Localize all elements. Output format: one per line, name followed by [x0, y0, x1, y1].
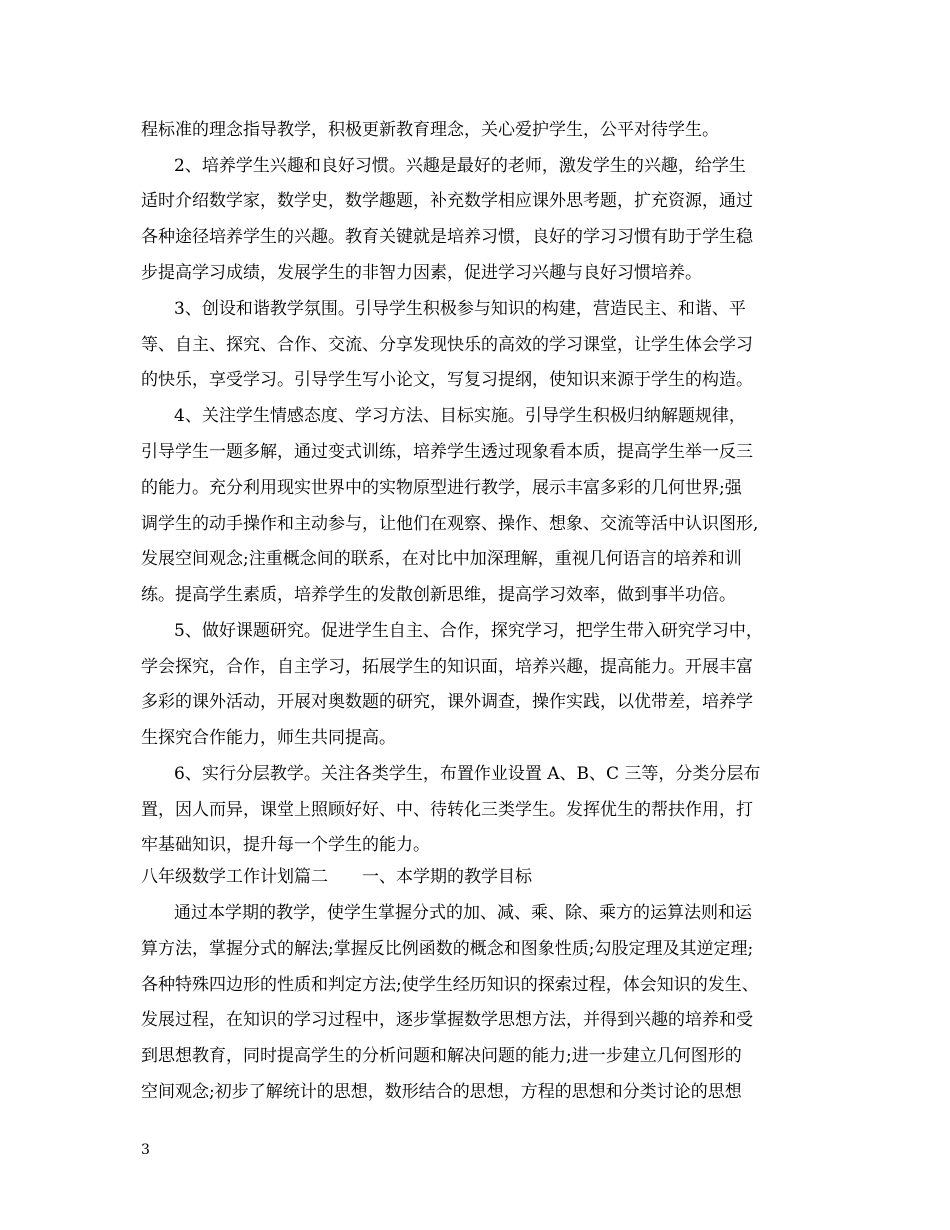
body-text-line: 调学生的动手操作和主动参与，让他们在观察、操作、想象、交流等活中认识图形,	[141, 514, 759, 534]
body-text-line: 算方法，掌握分式的解法;掌握反比例函数的概念和图象性质;勾股定理及其逆定理;	[141, 939, 754, 959]
body-text-line: 发展过程，在知识的学习过程中，逐步掌握数学思想方法，并得到兴趣的培养和受	[141, 1010, 753, 1030]
body-text-line: 各种途径培养学生的兴趣。教育关键就是培养习惯，良好的学习习惯有助于学生稳	[141, 227, 753, 247]
body-text-line: 发展空间观念;注重概念间的联系，在对比中加深理解，重视几何语言的培养和训	[141, 549, 742, 569]
body-text-line: 等、自主、探究、合作、交流、分享发现快乐的高效的学习课堂，让学生体会学习	[141, 335, 753, 355]
body-text-line: 练。提高学生素质，培养学生的发散创新思维，提高学习效率，做到事半功倍。	[141, 585, 736, 605]
section-heading: 八年级数学工作计划篇二 一、本学期的教学目标	[141, 867, 532, 887]
body-text-line: 生探究合作能力，师生共同提高。	[141, 728, 396, 748]
body-text-line: 空间观念;初步了解统计的思想，数形结合的思想，方程的思想和分类讨论的思想	[141, 1082, 742, 1102]
body-text-line: 学会探究，合作，自主学习，拓展学生的知识面，培养兴趣，提高能力。开展丰富	[141, 657, 753, 677]
body-text-line: 到思想教育，同时提高学生的分析问题和解决问题的能力;进一步建立几何图形的	[141, 1046, 742, 1066]
paragraph-6-start: 6、实行分层教学。关注各类学生，布置作业设置 A、B、C 三等，分类分层布	[174, 764, 761, 784]
body-text-line: 引导学生一题多解，通过变式训练，培养学生透过现象看本质，提高学生举一反三	[141, 442, 753, 462]
body-text-line: 程标准的理念指导教学，积极更新教育理念，关心爱护学生，公平对待学生。	[141, 120, 719, 140]
body-text-line: 的快乐，享受学习。引导学生写小论文，写复习提纲，使知识来源于学生的构造。	[141, 370, 753, 390]
body-text-line: 的能力。充分利用现实世界中的实物原型进行教学，展示丰富多彩的几何世界;强	[141, 478, 742, 498]
paragraph-2-start: 2、培养学生兴趣和良好习惯。兴趣是最好的老师，激发学生的兴趣，给学生	[174, 156, 746, 176]
paragraph-goals-start: 通过本学期的教学，使学生掌握分式的加、减、乘、除、乘方的运算法则和运	[174, 903, 752, 923]
body-text-line: 置，因人而异，课堂上照顾好好、中、待转化三类学生。发挥优生的帮扶作用，打	[141, 800, 753, 820]
paragraph-4-start: 4、关注学生情感态度、学习方法、目标实施。引导学生积极归纳解题规律，	[174, 406, 746, 426]
paragraph-3-start: 3、创设和谐教学氛围。引导学生积极参与知识的构建，营造民主、和谐、平	[174, 299, 746, 319]
body-text-line: 步提高学习成绩，发展学生的非智力因素，促进学习兴趣与良好习惯培养。	[141, 263, 702, 283]
body-text-line: 适时介绍数学家，数学史，数学趣题，补充数学相应课外思考题，扩充资源，通过	[141, 191, 753, 211]
page-number: 3	[141, 1142, 150, 1158]
body-text-line: 牢基础知识，提升每一个学生的能力。	[141, 835, 430, 855]
body-text-line: 各种特殊四边形的性质和判定方法;使学生经历知识的探索过程，体会知识的发生、	[141, 975, 759, 995]
paragraph-5-start: 5、做好课题研究。促进学生自主、合作，探究学习，把学生带入研究学习中，	[174, 621, 763, 641]
body-text-line: 多彩的课外活动，开展对奥数题的研究，课外调查，操作实践，以优带差，培养学	[141, 692, 753, 712]
